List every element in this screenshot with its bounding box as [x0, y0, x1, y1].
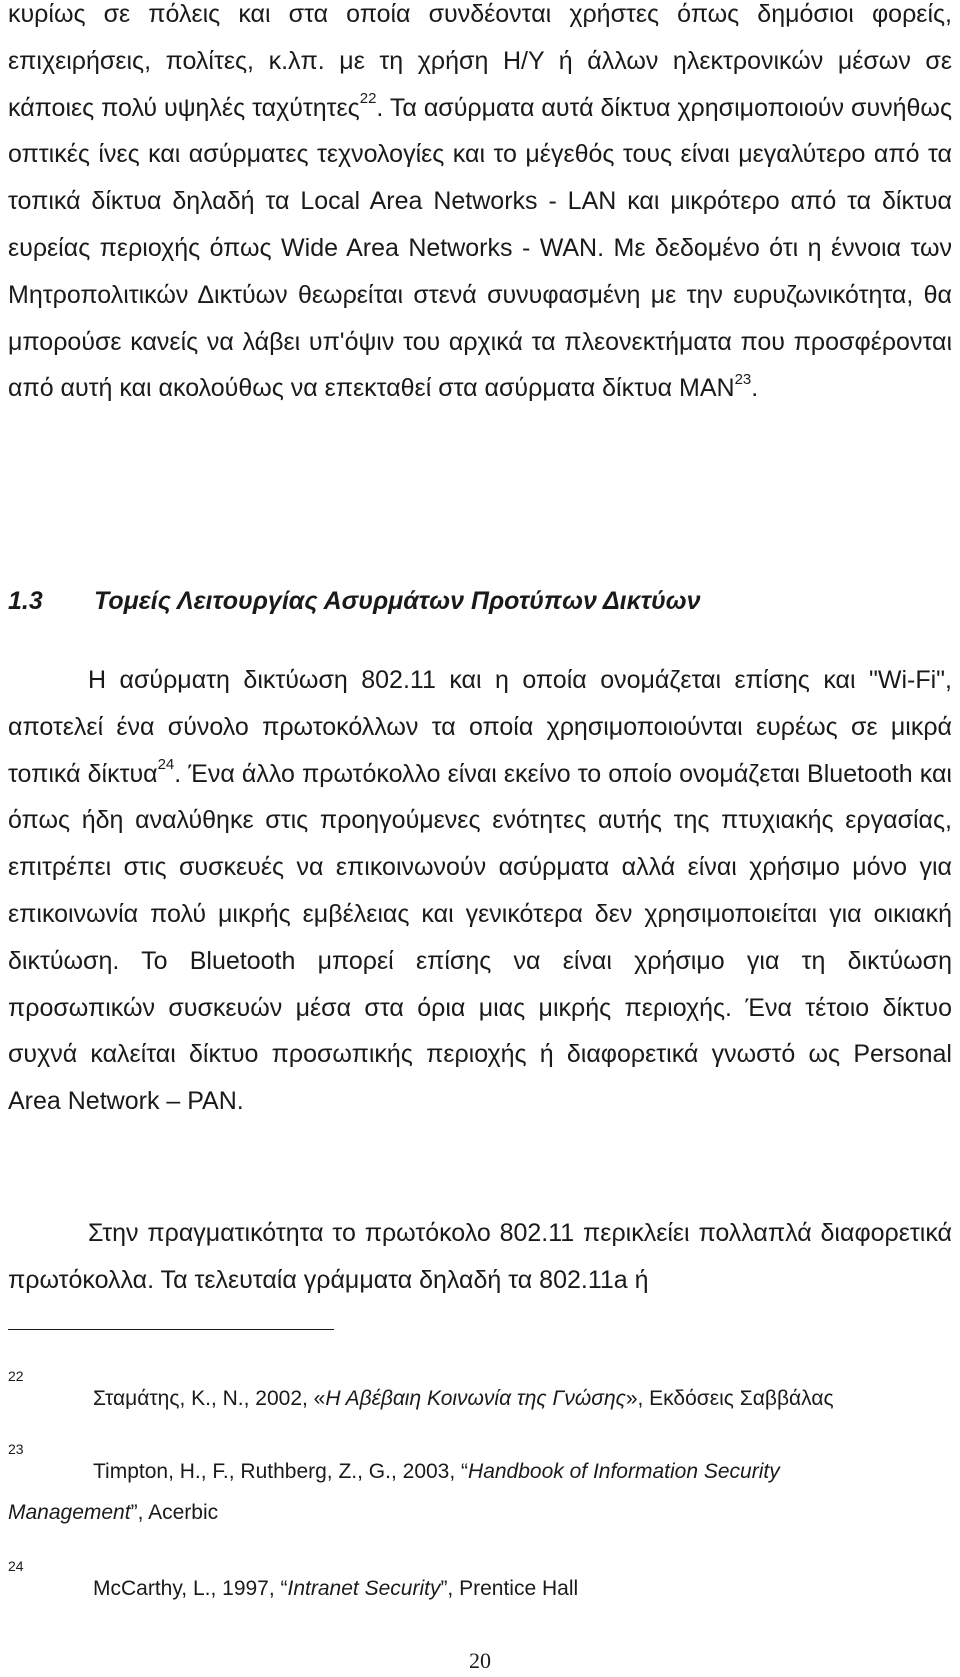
footnote-23: [8, 1441, 952, 1533]
footnote-ref-22[interactable]: 22: [359, 90, 377, 108]
document-page: [8, 0, 952, 1677]
paragraph-text: . Τα ασύρματα αυτά δίκτυα χρησιμοποιούν συνήθως οπτικές ίνες και ασύρματες τεχνολογίες και το μέγεθός τους είναι μεγαλύτερο από τα τοπικά δίκτυα δηλαδή τα Local Area Networks - LAN και μικρότερο από τα δίκτυα ευρείας περιοχής όπως Wide Area Networks - WAN. Με δεδομένο ότι η έννοια των Μητροπολιτικών Δικτύων θεωρείται στενά συνυφασμένη με την ευρυζωνικότητα, θα μπορούσε κανείς να λάβει υπ'όψιν του αρχικά τα πλεονεκτήματα που προσφέρονται από αυτή και ακολούθως να επεκταθεί στα ασύρματα δίκτυα MAN: [8, 93, 953, 403]
footnote-title: Handbook of Information Security: [468, 1460, 780, 1483]
footnote-text: [8, 1368, 952, 1419]
footnote-title: Η Αβέβαιη Κοινωνία της Γνώσης: [325, 1387, 626, 1410]
section-title: Τομείς Λειτουργίας Ασυρμάτων Προτύπων Δικτύων: [94, 587, 701, 615]
page-number: 20: [469, 1648, 491, 1673]
paragraph-text: .: [751, 374, 759, 403]
footnote-title: Intranet Security: [287, 1577, 441, 1600]
paragraph-text: . Ένα άλλο πρωτόκολλο είναι εκείνο το οποίο ονομάζεται Bluetooth και όπως ήδη αναλύθηκε στις προηγούμενες ενότητες αυτής της πτυχιακής εργασίας, επιτρέπει στις συσκευές να επικοινωνούν ασύρματα αλλά είναι χρήσιμο μόνο για επικοινωνία πολύ μικρής εμβέλειας και γενικότερα δεν χρησιμοποιείται για οικιακή δικτύωση. Το Bluetooth μπορεί επίσης να είναι χρήσιμο για τη δικτύωση προσωπικών συσκευών μέσα στα όρια μιας μικρής περιοχής. Ένα τέτοιο δίκτυο συχνά καλείται δίκτυο προσωπικής περιοχής ή διαφορετικά γνωστό ως Personal Area Network – PAN.: [8, 759, 952, 1116]
footnote-ref-24[interactable]: 24: [157, 756, 175, 774]
footnote-continuation: [8, 1492, 952, 1533]
footnote-text-part: ”, Acerbic: [130, 1501, 219, 1524]
footnote-ref-23[interactable]: 23: [734, 371, 752, 389]
footnote-text: [8, 1558, 952, 1609]
paragraph-wifi-bluetooth: [8, 657, 952, 1125]
footnote-number: 22: [8, 1368, 24, 1384]
footnote-separator: [8, 1329, 334, 1330]
section-heading: [8, 578, 952, 625]
footnote-24: [8, 1558, 952, 1609]
footnote-text-part: Timpton, H., F., Ruthberg, Z., G., 2003, “: [93, 1460, 469, 1483]
footnote-text-part: ”, Prentice Hall: [440, 1577, 579, 1600]
footnote-text-part: Σταμάτης, Κ., Ν., 2002, «: [93, 1387, 326, 1410]
footnote-number: 24: [8, 1558, 24, 1574]
footnote-text-part: », Εκδόσεις Σαββάλας: [625, 1387, 834, 1410]
paragraph-text: κυρίως σε πόλεις και στα οποία συνδέονται χρήστες όπως δημόσιοι φορείς, επιχειρήσεις, πολίτες, κ.λπ. με τη χρήση Η/Υ ή άλλων ηλεκτρονικών μέσων σε κάποιες πολύ υψηλές ταχύτητες: [8, 0, 952, 122]
footnote-text: [8, 1441, 952, 1533]
section-number: 1.3: [8, 587, 43, 615]
paragraph-80211-protocols: Στην πραγματικότητα το πρωτόκολο 802.11 περικλείει πολλαπλά διαφορετικά πρωτόκολλα. Τα τελευταία γράμματα δηλαδή τα 802.11a ή: [8, 1219, 952, 1294]
footnote-number: 23: [8, 1441, 24, 1457]
footnote-22: [8, 1368, 952, 1419]
paragraph-metropolitan-networks: [8, 0, 952, 412]
paragraph-text: Η ασύρματη δικτύωση 802.11 και η οποία ονομάζεται επίσης και "Wi-Fi", αποτελεί ένα σύνολο πρωτοκόλλων τα οποία χρησιμοποιούνται ευρέως σε μικρά τοπικά δίκτυα: [8, 666, 952, 788]
footnote-text-part: McCarthy, L., 1997, “: [93, 1577, 288, 1600]
footnote-title: Management: [8, 1501, 131, 1524]
